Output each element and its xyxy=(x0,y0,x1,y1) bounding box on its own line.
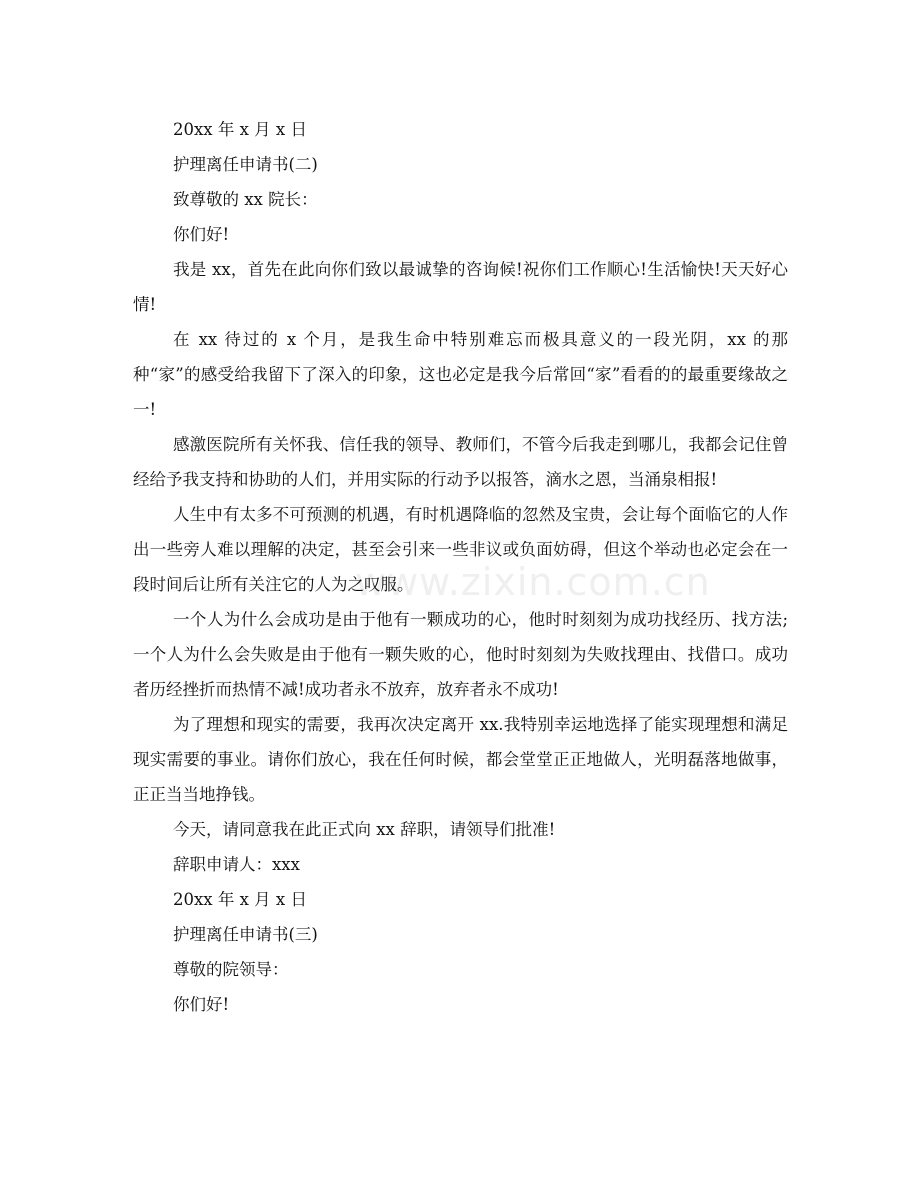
body-paragraph: 为了理想和现实的需要，我再次决定离开 xx.我特别幸运地选择了能实现理想和满足现实需要的事业。请你们放心，我在任何时候，都会堂堂正正地做人，光明磊落地做事，正正当当地挣钱。 xyxy=(133,715,788,804)
body-paragraph: 感激医院所有关怀我、信任我的领导、教师们，不管今后我走到哪儿，我都会记住曾经给予我支持和协助的人们，并用实际的行动予以报答，滴水之恩，当涌泉相报! xyxy=(133,435,788,489)
greeting: 你们好! xyxy=(173,995,230,1014)
body-paragraph: 一个人为什么会成功是由于他有一颗成功的心，他时时刻刻为成功找经历、找方法;一个人为什么会失败是由于他有一颗失败的心，他时时刻刻为失败找理由、找借口。成功者历经挫折而热情不减!成功者永不放弃，放弃者永不成功! xyxy=(133,610,788,699)
applicant-line: 辞职申请人：xxx xyxy=(173,855,300,874)
body-paragraph: 在 xx 待过的 x 个月，是我生命中特别难忘而极具意义的一段光阴，xx 的那种“家”的感受给我留下了深入的印象，这也必定是我今后常回“家”看看的的最重要缘故之一! xyxy=(133,330,788,419)
body-paragraph: 人生中有太多不可预测的机遇，有时机遇降临的忽然及宝贵，会让每个面临它的人作出一些旁人难以理解的决定，甚至会引来一些非议或负面妨碍，但这个举动也必定会在一段时间后让所有关注它的人为之叹服。 xyxy=(133,505,788,594)
salutation: 尊敬的院领导： xyxy=(173,960,289,979)
request-line: 今天，请同意我在此正式向 xx 辞职，请领导们批准! xyxy=(173,820,556,839)
greeting: 你们好! xyxy=(173,225,230,244)
date-line: 20xx 年 x 月 x 日 xyxy=(173,120,307,139)
section-title: 护理离任申请书(三) xyxy=(173,925,318,944)
salutation: 致尊敬的 xx 院长： xyxy=(173,190,318,209)
document-body xyxy=(133,112,788,1022)
body-paragraph: 我是 xx，首先在此向你们致以最诚挚的咨询候!祝你们工作顺心!生活愉快!天天好心情! xyxy=(133,260,788,314)
watermark-text: www.zixin.com.cn xyxy=(355,560,711,604)
section-title: 护理离任申请书(二) xyxy=(173,155,318,174)
date-line: 20xx 年 x 月 x 日 xyxy=(173,890,307,909)
